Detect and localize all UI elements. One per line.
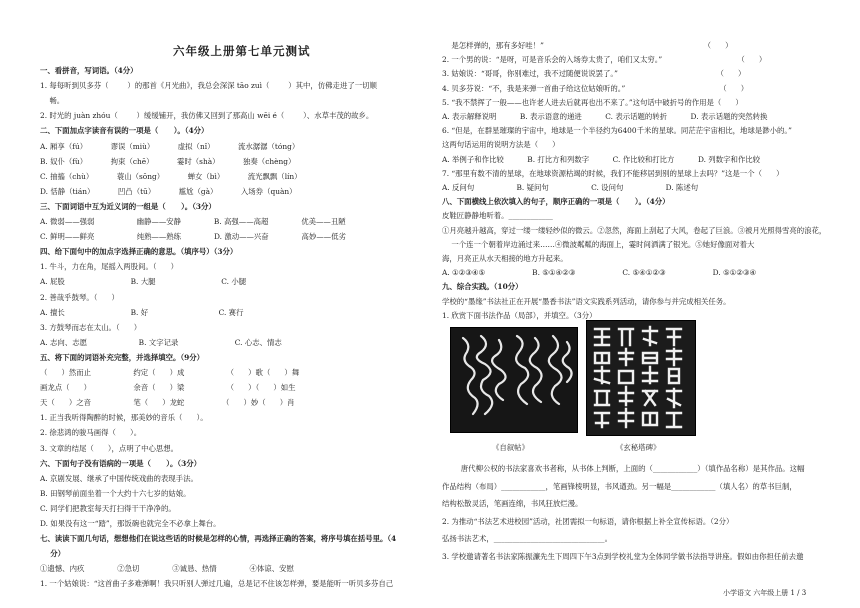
text-line: D. 恬静（tián） 凹凸（tū） 尴尬（gà） 入场券（quàn） xyxy=(40,186,297,196)
text-line: 1. 正当我听得陶醉的时候，那美妙的音乐（ ）。 xyxy=(40,413,208,423)
text-line: 唐代柳公权的书法家喜欢书者称，从书体上判断，上面的（____________）（填作品名称）是其作品。这幅 xyxy=(442,464,805,473)
section-heading: 九、综合实践。（10分） xyxy=(442,282,523,292)
text-line: 3. 方鼓琴而志在太山。（ ） xyxy=(40,322,142,332)
text-line: 1. 欣赏下面书法作品（局部），并填空。（3分） xyxy=(442,310,597,320)
text-line: A. 擅长 B. 好 C. 赛行 xyxy=(40,307,244,317)
section-heading: 一、看拼音，写词语。（4分） xyxy=(40,66,138,75)
text-line: B. 田钢琴前面坐着一个大约十六七岁的姑娘。 xyxy=(40,488,191,498)
text-line: 画龙点（ ） 余音（ ）梁 （ ）（ ）如生 xyxy=(40,383,296,393)
text-line: A. 京剧发展、继承了中国传统戏曲的表现手法。 xyxy=(40,473,198,483)
section-heading: 七、读读下面几句话，想想他们在说这些话的时候是怎样的心情，再选择正确的答案，将序号填在括号里。（4 xyxy=(40,534,397,544)
text-line: 1. 一个姑娘说：“这首曲子多难弹啊！我只听别人弹过几遍，总是记不住该怎样弹，要是能听一听贝多芬自己 xyxy=(40,579,394,589)
text-line: A. 厢享（fú） 谬误（miù） 虚拟（nǐ） 流水潺潺（tóng） xyxy=(40,141,300,151)
text-line: 1. 牛斗，力在角，尾摇入两股间。（ ） xyxy=(40,262,179,272)
text-line: 2. 为推动“书法艺术进校园”活动，社团需拟一句标语，请你根据上补全宣传标语。（2分） xyxy=(442,516,734,526)
text-line: C. 抽搐（chù） 蓑山（sōng） 蝉女（bì） 流光飘飘（lín） xyxy=(40,171,302,181)
text-line: ①遗憾、内疚 ②急切 ③诚恳、热情 ④体谅、安慰 xyxy=(40,564,294,574)
text-line: A. 志向、志愿 B. 文字记录 C. 心志、情志 xyxy=(40,337,282,347)
text-line: 3. 学校邀请著名书法家陈振濂先生下周四下午3点到学校礼堂为全体同学做书法指导讲座。假如由你担任前去邀 xyxy=(442,551,804,561)
text-line: B. 奴仆（fù） 拘束（chē） 霎时（shà） 独奏（chèng） xyxy=(40,156,296,166)
text-line: 2. 时光的 juàn zhóu（ ）缓缓铺开，我仿佛又回到了那高山 wēi é（ ）、水草丰茂的故乡。 xyxy=(40,111,374,121)
text-line: A. 举例子和作比较 B. 打比方和列数字 C. 作比较和打比方 D. 列数字和作比较 xyxy=(442,154,761,164)
section-heading: 分） xyxy=(40,549,66,559)
text-line: 3. 姑娘说：“哥哥，你别难过，我不过随便说说罢了。” （ ） xyxy=(442,69,746,79)
page-title: 六年级上册第七单元测试 xyxy=(173,44,311,58)
section-heading: 五、将下面的词语补充完整，并选择填空。（9分） xyxy=(40,352,205,362)
text-line: A. ①②③④⑤ B. ⑤①④②③ C. ⑤④①②③ D. ⑤①②③④ xyxy=(442,268,757,278)
text-line: 3. 文章的结尾（ ），点明了中心思想。 xyxy=(40,443,179,453)
text-line: 2. 一个男的说：“是呀，可是音乐会的入场券太贵了，咱们又太穷。” （ ） xyxy=(442,55,767,65)
text-line: C. 鲜明——鲜亮 纯熟——熟练 D. 激动——兴奋 高妙——低劣 xyxy=(40,232,346,242)
regular-script-icon xyxy=(587,321,695,435)
right-column xyxy=(430,0,860,608)
text-line: 1. 每每听到贝多芬（ ）的那首《月光曲》，我总会深深 tāo zuì（ ）其中，仿佛走进了一切顺 xyxy=(40,81,377,91)
text-line: A. 微弱——强弱 幽静——安静 B. 高强——高超 优美——丑陋 xyxy=(40,217,346,226)
text-line: 是怎样弹的，那有多好哇！” （ ） xyxy=(442,41,733,50)
text-line: 弘扬书法艺术，______________________________。 xyxy=(442,534,612,543)
caption-zixutie: 《自叙帖》 xyxy=(492,443,529,452)
cursive-script-icon xyxy=(451,328,577,432)
page-footer: 小学语文 六年级上册 1 / 3 xyxy=(723,589,807,597)
section-heading: 二、下面加点字读音有误的一项是（ ）。（4分） xyxy=(40,126,209,136)
text-line: C. 同学们把教室每天打扫得干干净净的。 xyxy=(40,503,176,513)
text-line: 2. 善哉乎鼓琴。（ ） xyxy=(40,292,119,302)
text-line: ①月亮越升越高，穿过一缕一缕轻纱似的微云。②忽然，海面上刮起了大风，卷起了巨浪。③被月光照得雪亮的浪花， xyxy=(442,225,827,235)
text-line: 畅。 xyxy=(40,96,65,106)
text-line: 天（ ）之音 笔（ ）龙蛇 （ ）妙（ ）肖 xyxy=(40,398,295,408)
section-heading: 八、下面横线上依次填入的句子，顺序正确的一项是（ ）。（4分） xyxy=(442,197,670,207)
text-line: 4. 贝多芬说：“不，我是来弹一首曲子给这位姑娘听的。” （ ） xyxy=(442,83,749,93)
text-line: A. 表示解释说明 B. 表示语意的递进 C. 表示话题的转折 D. 表示话题的突然转换 xyxy=(442,112,768,121)
text-line: D. 如果没有这一“踏”，那饭碗也就完全不必拿上舞台。 xyxy=(40,519,221,528)
text-line: （ ）然而止 约定（ ）成 （ ）歌（ ）舞 xyxy=(40,368,300,377)
text-line: 结构松散灵活，笔画连绵，书风狂放烂漫。 xyxy=(442,499,583,508)
text-line: 皮鞋匠静静地听着。____________ xyxy=(442,211,553,221)
text-line: 2. 徐悲鸿的骏马画得（ ）。 xyxy=(40,428,142,438)
section-heading: 三、下面词语中互为近义词的一组是（ ）。（3分） xyxy=(40,201,216,211)
text-line: 学校的“墨缘”书法社正在开展“墨香书法”语文实践系列活动，请你参与并完成相关任务。 xyxy=(442,296,731,306)
text-line: 6. “但是，在群星璀璨的宇宙中，地球是一个半径约为6400千米的星球。同茫茫宇宙相比，地球是渺小的。” xyxy=(442,126,792,136)
section-heading: 四、给下面句中的加点字选择正确的意思。（填序号）（3分） xyxy=(40,247,238,257)
caption-xuanmitabei: 《玄秘塔碑》 xyxy=(616,443,661,452)
text-line: 7. “那里有数不清的星球，在地球资源枯竭的时候，我们不能移居到别的星球上去吗？”这是一个（ ） xyxy=(442,168,784,178)
section-heading: 六、下面句子没有语病的一项是（ ）。（3分） xyxy=(40,458,201,468)
text-line: 5. “我不禁挥了一般——也许老人进去后就再也出不来了。”这句话中破折号的作用是（ ） xyxy=(442,97,743,107)
calligraphy-image-zixutie xyxy=(450,327,578,433)
calligraphy-image-xuanmitabei xyxy=(586,320,696,436)
text-line: 作品结构（布局）____________，笔画锋棱明显，书风遒劲。另一幅是____________（填人名）的草书巨制， xyxy=(442,481,797,491)
text-line: 这两句话运用的说明方法是（ ） xyxy=(442,140,560,150)
text-line: A. 反问句 B. 疑问句 C. 设问句 D. 陈述句 xyxy=(442,183,699,192)
text-line: A. 屁股 B. 大腿 C. 小腿 xyxy=(40,277,247,287)
text-line: 一个连一个朝着岸边涌过来……④微波粼粼的海面上，霎时间洒满了银光。⑤她好像面对着大 xyxy=(442,239,755,249)
text-line: 海，月亮正从水天相接的地方升起来。 xyxy=(442,254,568,263)
